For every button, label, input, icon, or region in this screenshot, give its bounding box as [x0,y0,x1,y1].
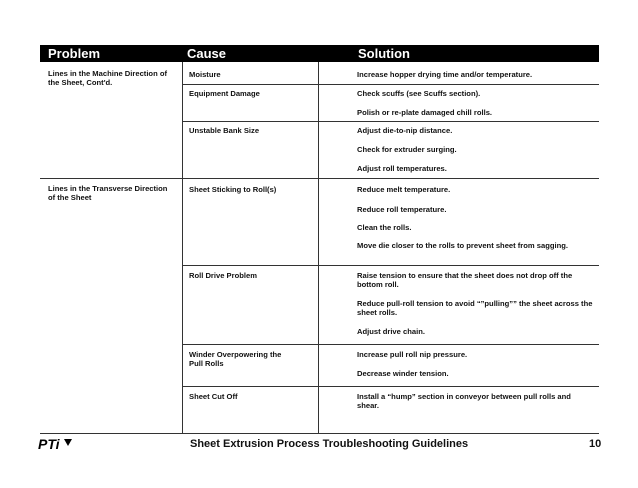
solution-cell: Adjust die-to-nip distance. [357,126,453,135]
row-divider [182,265,599,266]
problem-cell: Lines in the Machine Direction of the Sheet, Cont'd. [48,69,167,87]
footer-title: Sheet Extrusion Process Troubleshooting Guidelines [190,438,469,450]
page-number: 10 [589,438,602,450]
row-divider [182,121,599,122]
cause-cell: Roll Drive Problem [189,271,257,280]
solution-cell: Reduce pull-roll tension to avoid “”pulling”” the sheet across the sheet rolls. [357,299,593,317]
row-divider [182,84,599,85]
row-divider [182,386,599,387]
solution-cell: Clean the rolls. [357,223,412,232]
cause-cell: Unstable Bank Size [189,126,260,135]
header-problem: Problem [48,46,101,61]
header-cause: Cause [187,46,227,61]
solution-cell: Check for extruder surging. [357,145,457,154]
section-divider [40,178,599,179]
solution-cell: Reduce melt temperature. [357,185,451,194]
cause-cell: Winder Overpowering the Pull Rolls [189,350,282,368]
solution-cell: Increase hopper drying time and/or temperature. [357,70,533,79]
row-divider [182,344,599,345]
header-solution: Solution [358,46,410,61]
table-header [40,45,599,62]
solution-cell: Check scuffs (see Scuffs section). [357,89,481,98]
solution-cell: Install a “hump” section in conveyor between pull rolls and shear. [357,392,571,410]
solution-cell: Move die closer to the rolls to prevent sheet from sagging. [357,241,568,250]
cause-cell: Sheet Sticking to Roll(s) [189,185,277,194]
cause-cell: Moisture [189,70,221,79]
solution-cell: Decrease winder tension. [357,369,449,378]
solution-cell: Adjust roll temperatures. [357,164,447,173]
logo-text: PTi [38,436,60,451]
cause-cell: Sheet Cut Off [189,392,238,401]
solution-cell: Polish or re-plate damaged chill rolls. [357,108,493,117]
cause-cell: Equipment Damage [189,89,260,98]
solution-cell: Raise tension to ensure that the sheet does not drop off the bottom roll. [357,271,573,289]
solution-cell: Reduce roll temperature. [357,205,447,214]
solution-cell: Adjust drive chain. [357,327,425,336]
column-divider [182,62,183,434]
pti-logo-icon [38,436,72,451]
column-divider [318,62,319,434]
problem-cell: Lines in the Transverse Direction of the Sheet [48,184,168,202]
table-bottom-border [40,433,599,434]
solution-cell: Increase pull roll nip pressure. [357,350,468,359]
